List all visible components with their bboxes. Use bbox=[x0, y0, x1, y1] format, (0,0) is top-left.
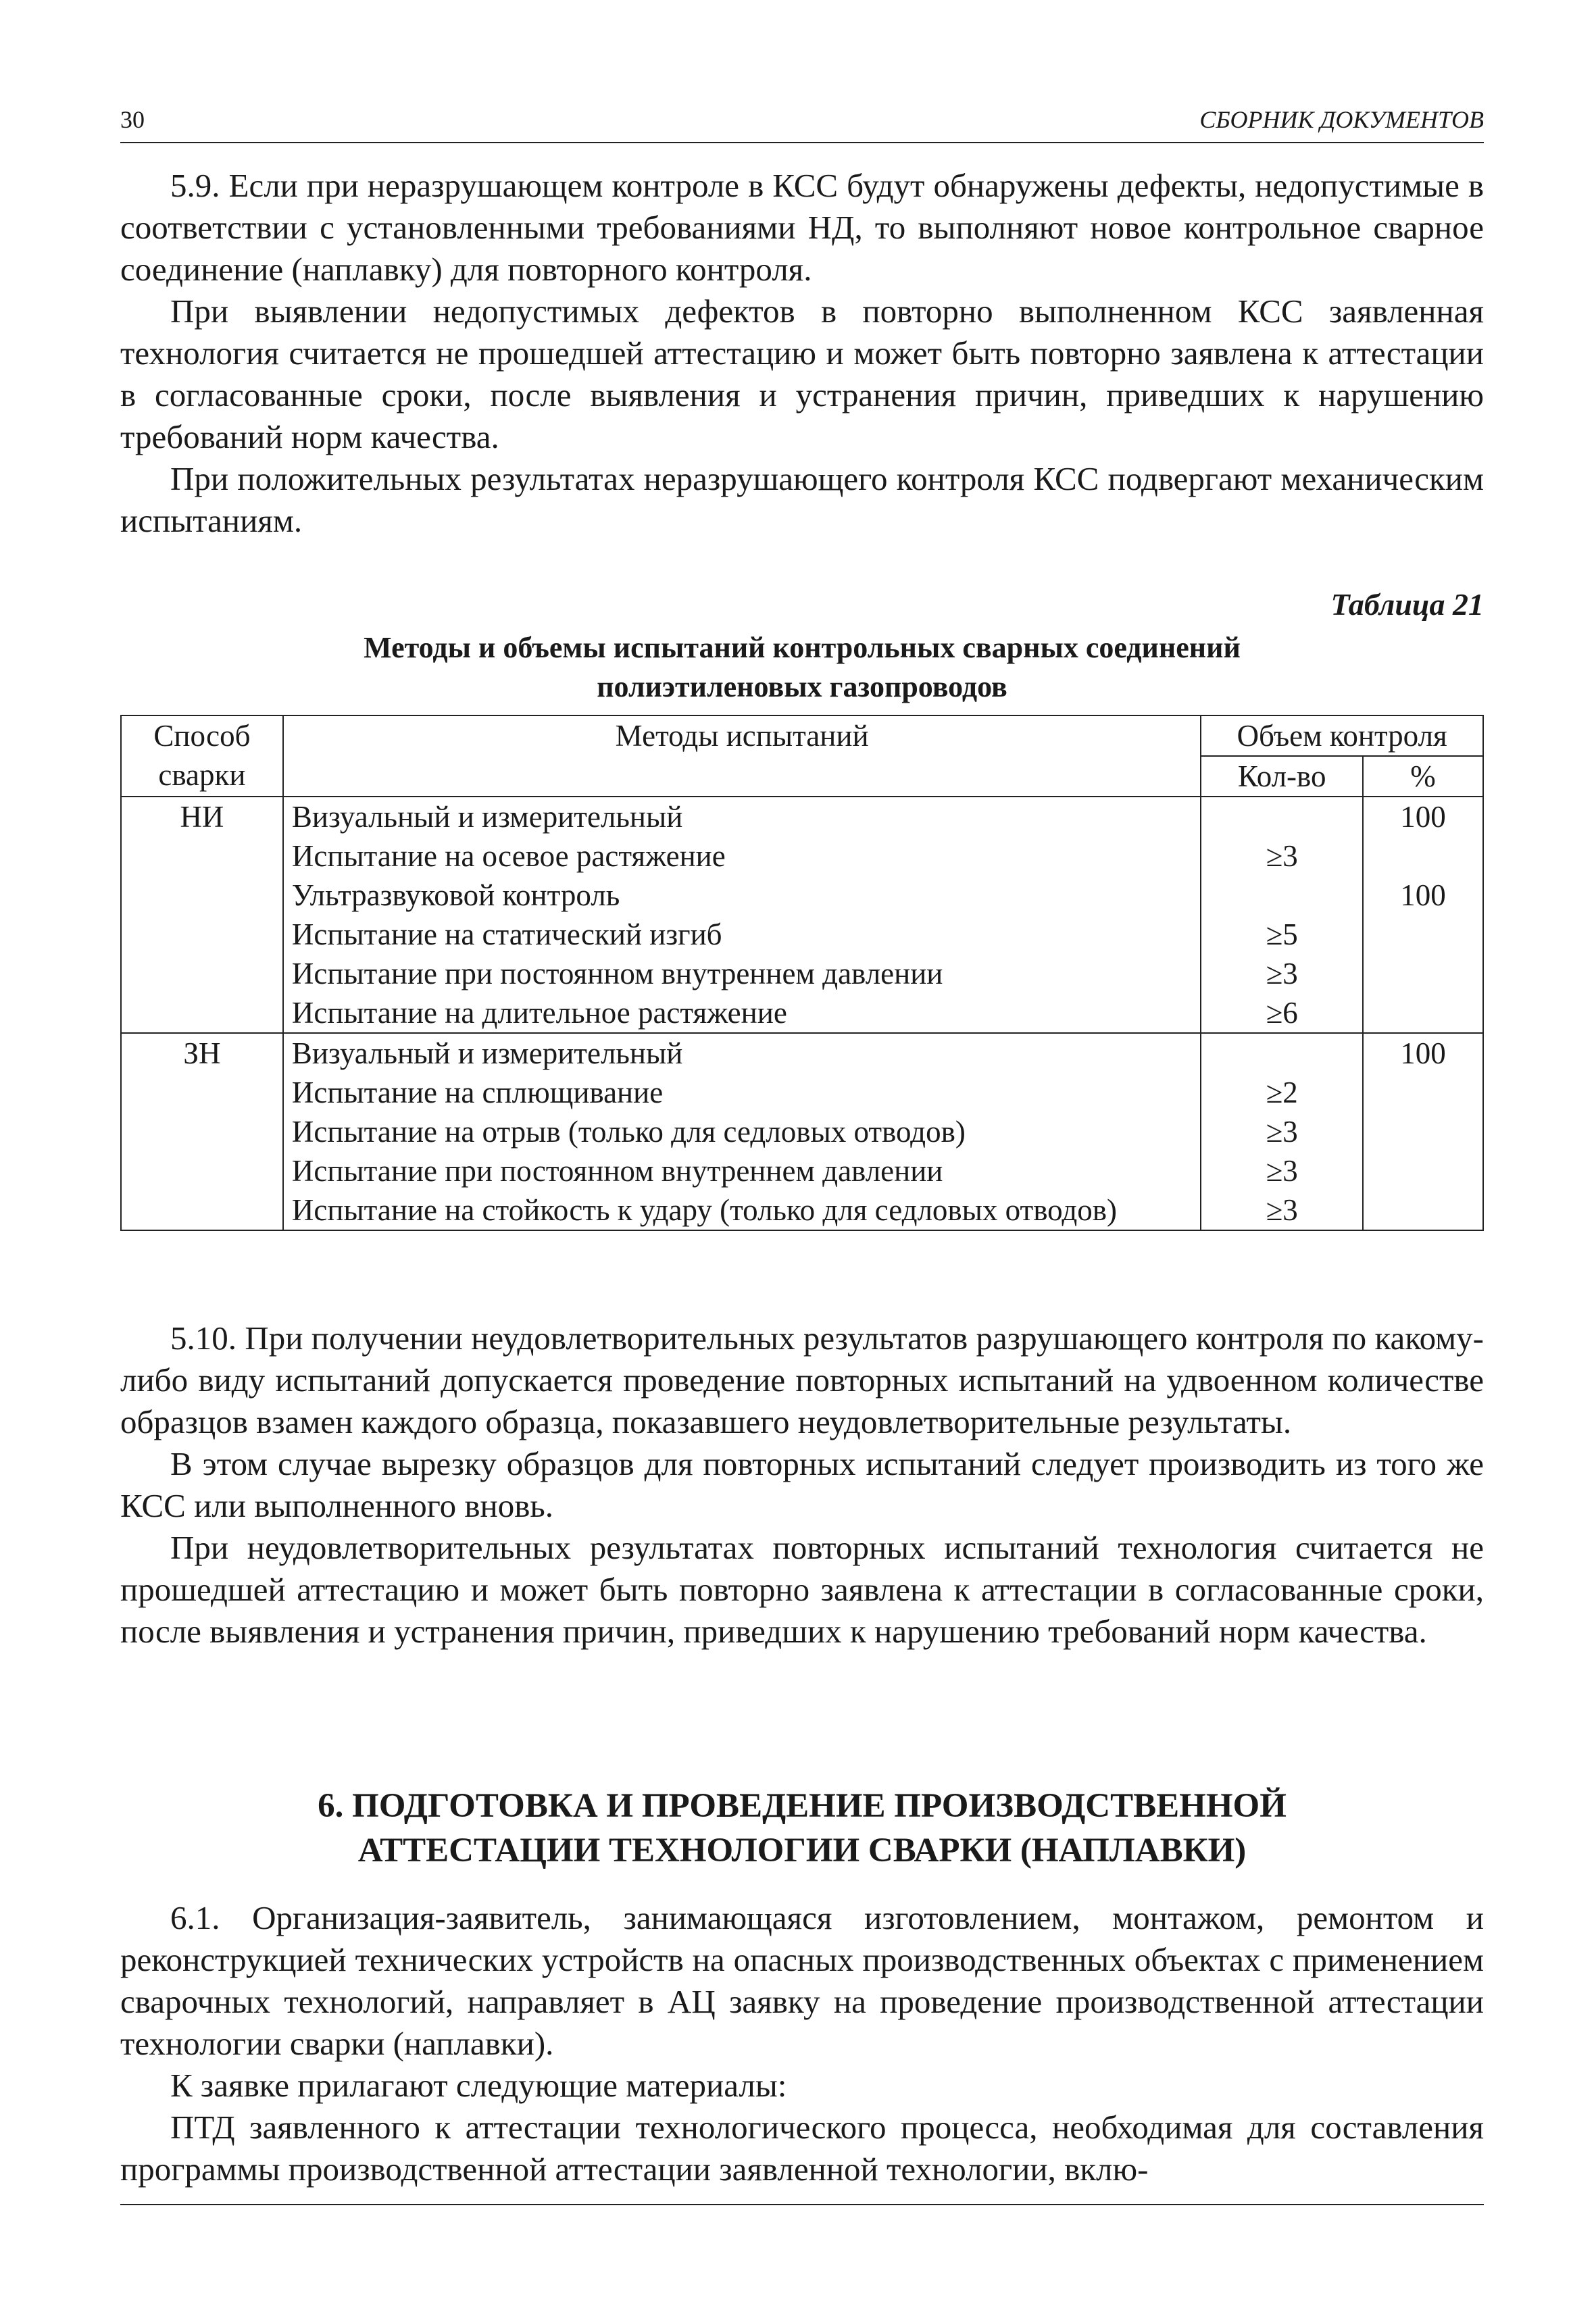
col-header-method: Способ сварки bbox=[121, 715, 283, 797]
col-header-count: Кол-во bbox=[1201, 756, 1363, 797]
section-5-intro-text bbox=[120, 165, 1484, 542]
percent-cell: 100 100 bbox=[1363, 797, 1483, 1033]
heading-line: АТТЕСТАЦИИ ТЕХНОЛОГИИ СВАРКИ (НАПЛАВКИ) bbox=[357, 1832, 1247, 1869]
table-caption bbox=[120, 628, 1484, 707]
method-cell: ЗН bbox=[121, 1033, 283, 1230]
count-cell: ≥2 ≥3 ≥3 ≥3 bbox=[1201, 1033, 1363, 1230]
section-6-text bbox=[120, 1897, 1484, 2190]
col-header-percent: % bbox=[1363, 756, 1483, 797]
page-header bbox=[120, 101, 1484, 143]
tests-cell: Визуальный и измерительный Испытание на осевое растяжение Ультразвуковой контроль Испытание на статический изгиб Испытание при постоянном внутреннем давлении Испытание на длительное растяжение bbox=[283, 797, 1201, 1033]
paragraph: При неудовлетворительных результатах повторных испытаний технология считается не прошедшей аттестацию и может быть повторно заявлена к аттестации в согласованные сроки, после выявления и устранения причин, приведших к нарушению требований норм качества. bbox=[120, 1529, 1484, 1650]
table-caption-line: Методы и объемы испытаний контрольных сварных соединений bbox=[364, 631, 1241, 664]
method-cell: НИ bbox=[121, 797, 283, 1033]
heading-line: 6. ПОДГОТОВКА И ПРОВЕДЕНИЕ ПРОИЗВОДСТВЕННОЙ bbox=[318, 1787, 1287, 1825]
paragraph: В этом случае вырезку образцов для повторных испытаний следует производить из того же КСС или выполненного вновь. bbox=[120, 1445, 1484, 1524]
paragraph-6-1: 6.1. Организация-заявитель, занимающаяся изготовлением, монтажом, ремонтом и реконструкцией технических устройств на опасных производственных объектах с применением сварочных технологий, направляет в АЦ заявку на проведение производственной аттестации технологии сварки (наплавки). bbox=[120, 1899, 1484, 2062]
footer-rule bbox=[120, 2204, 1484, 2205]
test-methods-table bbox=[120, 715, 1484, 1231]
table-caption-line: полиэтиленовых газопроводов bbox=[597, 670, 1007, 703]
paragraph: При положительных результатах неразрушающего контроля КСС подвергают механическим испытаниям. bbox=[120, 460, 1484, 539]
paragraph: При выявлении недопустимых дефектов в повторно выполненном КСС заявленная технология считается не прошедшей аттестацию и может быть повторно заявлена к аттестации в согласованные сроки, после выявления и устранения причин, приведших к нарушению требований норм качества. bbox=[120, 293, 1484, 455]
paragraph-5-9: 5.9. Если при неразрушающем контроле в КСС будут обнаружены дефекты, недопустимые в соответствии с установленными требованиями НД, то выполняют новое контрольное сварное соединение (наплавку) для повторного контроля. bbox=[120, 167, 1484, 288]
col-header-tests: Методы испытаний bbox=[283, 715, 1201, 797]
col-header-volume: Объем контроля bbox=[1201, 715, 1483, 756]
paragraph: ПТД заявленного к аттестации технологического процесса, необходимая для составления программы производственной аттестации заявленной технологии, вклю- bbox=[120, 2109, 1484, 2188]
paragraph-5-10: 5.10. При получении неудовлетворительных результатов разрушающего контроля по какому-либо виду испытаний допускается проведение повторных испытаний на удвоенном количестве образцов взамен каждого образца, показавшего неудовлетворительные результаты. bbox=[120, 1319, 1484, 1440]
paragraph: К заявке прилагают следующие материалы: bbox=[170, 2067, 787, 2104]
count-cell: ≥3 ≥5 ≥3 ≥6 bbox=[1201, 797, 1363, 1033]
page-number: 30 bbox=[120, 106, 145, 133]
section-5-continuation-text bbox=[120, 1317, 1484, 1653]
percent-cell: 100 bbox=[1363, 1033, 1483, 1230]
running-title: СБОРНИК ДОКУМЕНТОВ bbox=[1199, 106, 1484, 133]
section-6-heading bbox=[120, 1784, 1484, 1873]
table-row-group-ni bbox=[121, 797, 1483, 1033]
table-label: Таблица 21 bbox=[1330, 587, 1484, 622]
tests-cell: Визуальный и измерительный Испытание на сплющивание Испытание на отрыв (только для седловых отводов) Испытание при постоянном внутреннем давлении Испытание на стойкость к удару (только для седловых отводов) bbox=[283, 1033, 1201, 1230]
table-row-group-zn bbox=[121, 1033, 1483, 1230]
table-header-row bbox=[121, 715, 1483, 756]
